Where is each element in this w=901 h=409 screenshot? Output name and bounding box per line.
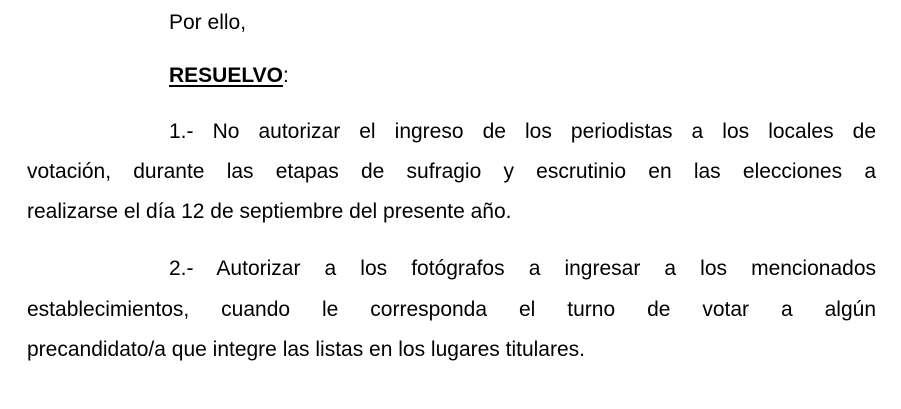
item2-line2: establecimientos, cuando le corresponda el turno de votar a algún [27, 298, 876, 321]
resolve-heading-word: RESUELVO [169, 64, 283, 87]
opening-text: Por ello, [169, 11, 247, 34]
item1-line3: realizarse el día 12 de septiembre del presente año. [27, 200, 512, 223]
resolve-heading-colon: : [282, 64, 289, 87]
item2-line1: 2.- Autorizar a los fotógrafos a ingresar a los mencionados [169, 257, 876, 280]
item1-line2: votación, durante las etapas de sufragio y escrutinio en las elecciones a [27, 160, 876, 183]
item1-line1: 1.- No autorizar el ingreso de los periodistas a los locales de [169, 120, 876, 143]
item2-line3: precandidato/a que integre las listas en los lugares titulares. [27, 338, 585, 361]
resolve-heading [169, 64, 289, 88]
